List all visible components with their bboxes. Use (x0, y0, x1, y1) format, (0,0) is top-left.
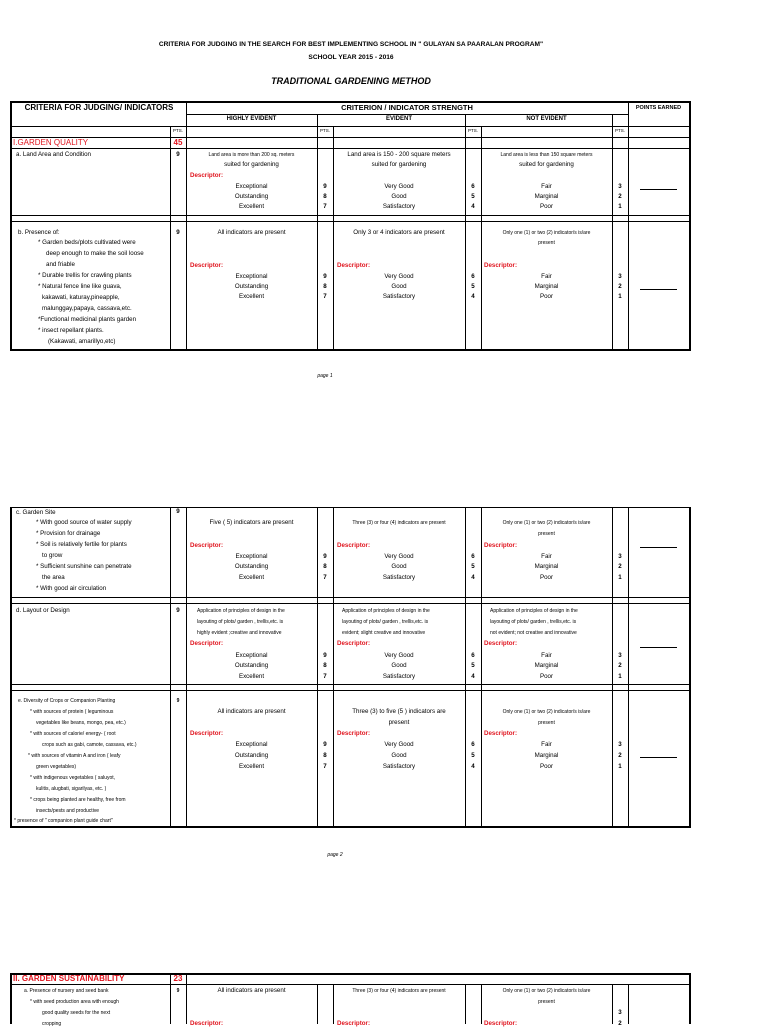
pts-label: PTS. (319, 128, 330, 133)
level: Excellent (238, 203, 265, 210)
evident-text: Land area is 150 - 200 square meters (347, 151, 451, 158)
level: Excellent (238, 673, 265, 680)
level-points: 4 (471, 673, 475, 680)
descriptor-label: Descriptor: (484, 730, 518, 737)
level: Very Good (384, 553, 414, 560)
level-points: 7 (323, 203, 327, 210)
indicator-line: good quality seeds for the next (42, 1010, 111, 1016)
descriptor-label: Descriptor: (337, 1020, 371, 1027)
evident-text: present (388, 719, 410, 726)
row-points: 9 (176, 607, 180, 614)
descriptor-label: Descriptor: (190, 730, 224, 737)
level: Fair (541, 273, 552, 280)
indicator-line: * with seed production area with enough (30, 999, 119, 1005)
level: Poor (539, 673, 554, 680)
evident-text: layouting of plots/ garden , trellis,etc. is (342, 619, 429, 625)
page-number: page 1 (317, 373, 333, 379)
indicator-line: (Kakawati, amarillyo,etc) (48, 338, 116, 345)
not-evident-text: present (538, 999, 555, 1005)
level: Marginal (534, 662, 559, 669)
evident-header: EVIDENT (385, 116, 412, 122)
level-points: 7 (323, 293, 327, 300)
level-points: 6 (471, 553, 475, 560)
level: Good (391, 283, 407, 290)
evident-text: evident; slight creative and innovative (342, 630, 426, 636)
document-subtitle: TRADITIONAL GARDENING METHOD (271, 76, 431, 86)
level-points: 7 (323, 763, 327, 770)
descriptor-label: Descriptor: (190, 1020, 224, 1027)
level: Satisfactory (382, 673, 416, 680)
indicator-line: to grow (42, 552, 63, 559)
indicator-line: and friable (46, 261, 75, 268)
descriptor-label: Descriptor: (190, 640, 224, 647)
indicator-line: cropping (42, 1021, 62, 1027)
highly-evident-text: All indicators are present (217, 708, 286, 715)
level: Marginal (534, 283, 559, 290)
level: Fair (541, 553, 552, 560)
evident-text: Only 3 or 4 indicators are present (353, 229, 445, 236)
evident-text: suited for gardening (371, 161, 427, 168)
level-points: 2 (618, 1020, 622, 1027)
descriptor-label: Descriptor: (337, 640, 371, 647)
document-title: CRITERIA FOR JUDGING IN THE SEARCH FOR BEST IMPLEMENTING SCHOOL IN " GULAYAN SA PAARALAN PROGRAM" (158, 41, 544, 48)
indicator-line: * with indigenous vegetables ( saluyot, (30, 775, 116, 781)
indicator-line: * with sources of calorie/ energy- ( root (30, 731, 116, 737)
pts-label: PTS. (172, 128, 183, 133)
level-points: 2 (618, 752, 622, 759)
level-points: 5 (471, 283, 475, 290)
level-points: 2 (618, 283, 622, 290)
indicator-line: insects/pests and productive (36, 808, 100, 814)
level-points: 2 (618, 193, 622, 200)
indicator-line: c. Garden Site (16, 509, 56, 516)
level: Fair (541, 741, 552, 748)
not-evident-text: layouting of plots/ garden , trellis,etc. is (490, 619, 577, 625)
highly-evident-header: HIGHLY EVIDENT (226, 116, 277, 122)
level-points: 9 (323, 741, 327, 748)
level-points: 5 (471, 662, 475, 669)
level: Satisfactory (382, 203, 416, 210)
level: Fair (541, 652, 552, 659)
indicator-line: the area (42, 574, 65, 581)
highly-evident-text: Application of principles of design in the (197, 608, 285, 614)
level-points: 3 (618, 1009, 622, 1016)
points-earned-blank[interactable] (640, 547, 677, 548)
level-points: 3 (618, 741, 622, 748)
not-evident-text: suited for gardening (519, 161, 574, 168)
level-points: 3 (618, 183, 622, 190)
indicator-line: * Durable trellis for crawling plants (38, 272, 132, 279)
level: Outstanding (234, 193, 269, 200)
level: Outstanding (234, 752, 269, 759)
indicator-line: b. Presence of: (18, 229, 60, 236)
not-evident-header: NOT EVIDENT (526, 116, 567, 122)
level-points: 5 (471, 752, 475, 759)
indicator-line: vegetables like beans, mongo, pea, etc.) (36, 720, 126, 726)
section-points: 23 (173, 974, 183, 983)
highly-evident-text: suited for gardening (224, 161, 279, 168)
level: Poor (539, 293, 554, 300)
level: Fair (541, 183, 552, 190)
not-evident-text: present (538, 240, 555, 246)
level: Satisfactory (382, 293, 416, 300)
section-garden-sustainability: II. GARDEN SUSTAINABILITY (13, 974, 125, 983)
indicator-line: * with sources of protein ( leguminous (30, 709, 114, 715)
level-points: 1 (618, 763, 622, 770)
level-points: 4 (471, 293, 475, 300)
descriptor-label: Descriptor: (337, 262, 371, 269)
evident-text: Three (3) or four (4) indicators are present (352, 988, 446, 994)
indicator-line: crops such as gabi, camote, cassava, etc.) (42, 742, 137, 748)
not-evident-text: Only one (1) or two (2) indicator/s is/are (502, 230, 591, 236)
section-points: 45 (173, 138, 183, 147)
level-points: 3 (618, 652, 622, 659)
not-evident-text: present (538, 531, 555, 537)
highly-evident-text: All indicators are present (217, 229, 286, 236)
indicator-line: * with sources of vitamin A and iron ( leafy (28, 753, 121, 759)
level: Satisfactory (382, 763, 416, 770)
level-points: 9 (323, 652, 327, 659)
level-points: 1 (618, 293, 622, 300)
level: Poor (539, 763, 554, 770)
not-evident-text: Only one (1) or two (2) indicator/s is/are (502, 709, 591, 715)
level: Very Good (384, 652, 414, 659)
level-points: 7 (323, 673, 327, 680)
evident-text: Application of principles of design in the (342, 608, 430, 614)
level-points: 4 (471, 203, 475, 210)
level: Exceptional (235, 741, 268, 748)
level-points: 6 (471, 652, 475, 659)
level-points: 1 (618, 673, 622, 680)
level: Marginal (534, 193, 559, 200)
level: Poor (539, 203, 554, 210)
level-points: 9 (323, 273, 327, 280)
evident-text: Three (3) or four (4) indicators are present (352, 520, 446, 526)
school-year: SCHOOL YEAR 2015 - 2016 (308, 54, 394, 61)
not-evident-text: Only one (1) or two (2) indicator/s is/are (502, 988, 591, 994)
descriptor-label: Descriptor: (190, 542, 224, 549)
descriptor-label: Descriptor: (484, 542, 518, 549)
row-points: 9 (176, 229, 180, 236)
highly-evident-text: layouting of plots/ garden , trellis,etc. is (197, 619, 284, 625)
descriptor-label: Descriptor: (190, 262, 224, 269)
pts-label: PTS. (614, 128, 625, 133)
level: Marginal (534, 563, 559, 570)
descriptor-label: Descriptor: (337, 730, 371, 737)
indicator-line: * With good source of water supply (36, 519, 132, 526)
descriptor-label: Descriptor: (484, 262, 518, 269)
row-points: 9 (176, 508, 180, 515)
level-points: 6 (471, 741, 475, 748)
page-number: page 2 (327, 852, 343, 858)
points-earned-blank[interactable] (640, 189, 677, 190)
level: Exceptional (235, 652, 268, 659)
level: Exceptional (235, 183, 268, 190)
level: Poor (539, 574, 554, 581)
indicator-line: * With good air circulation (36, 585, 107, 592)
indicator-line: a. Presence of nursery and seed bank (24, 988, 109, 994)
highly-evident-text: Five ( 5) indicators are present (209, 519, 294, 526)
level: Satisfactory (382, 574, 416, 581)
not-evident-text: Land area is less than 150 square meters (500, 152, 593, 158)
row-label: a. Land Area and Condition (16, 151, 91, 158)
indicator-line: * presence of " companion plant guide chart" (14, 818, 113, 824)
indicator-line: * Sufficient sunshine can penetrate (36, 563, 132, 570)
indicator-line: kulitis, alugbati, sigarilyas, etc. ) (36, 786, 107, 792)
highly-evident-text: highly evident ;creative and innovative (197, 630, 282, 636)
not-evident-text: Application of principles of design in the (490, 608, 578, 614)
indicator-line: * crops being planted are healthy, free from (30, 797, 126, 803)
col-criteria-header: CRITERIA FOR JUDGING/ INDICATORS (24, 103, 174, 112)
col-points-header: POINTS EARNED (635, 105, 682, 111)
level-points: 1 (618, 574, 622, 581)
points-earned-blank[interactable] (640, 647, 677, 648)
level: Outstanding (234, 662, 269, 669)
indicator-line: * insect repellant plants. (38, 327, 104, 334)
row-points: 9 (176, 988, 180, 994)
level: Exceptional (235, 273, 268, 280)
level-points: 9 (323, 553, 327, 560)
level-points: 8 (323, 283, 327, 290)
points-earned-blank[interactable] (640, 757, 677, 758)
level: Excellent (238, 574, 265, 581)
level-points: 9 (323, 183, 327, 190)
level: Very Good (384, 741, 414, 748)
level-points: 4 (471, 763, 475, 770)
level-points: 1 (618, 203, 622, 210)
descriptor-label: Descriptor: (484, 640, 518, 647)
level: Good (391, 752, 407, 759)
level: Excellent (238, 763, 265, 770)
not-evident-text: Only one (1) or two (2) indicator/s is/are (502, 520, 591, 526)
pts-label: PTS. (467, 128, 478, 133)
level-points: 8 (323, 563, 327, 570)
level: Good (391, 193, 407, 200)
level-points: 5 (471, 563, 475, 570)
highly-evident-text: Land area is more than 200 sq. meters (208, 152, 295, 158)
level-points: 8 (323, 662, 327, 669)
level: Outstanding (234, 563, 269, 570)
indicator-line: * Provision for drainage (36, 530, 101, 537)
indicator-line: * Natural fence line like guava, (38, 283, 122, 290)
level: Exceptional (235, 553, 268, 560)
indicator-line: e. Diversity of Crops or Companion Planting (18, 698, 116, 704)
not-evident-text: present (538, 720, 555, 726)
points-earned-blank[interactable] (640, 289, 677, 290)
level: Outstanding (234, 283, 269, 290)
level: Very Good (384, 273, 414, 280)
indicator-line: * Soil is relatively fertile for plants (36, 541, 127, 548)
level-points: 8 (323, 193, 327, 200)
descriptor-label: Descriptor: (337, 542, 371, 549)
row-label: d. Layout or Design (16, 607, 70, 614)
section-garden-quality: I.GARDEN QUALITY (13, 138, 89, 147)
level: Good (391, 563, 407, 570)
indicator-line: malunggay,papaya, cassava,etc. (42, 305, 132, 312)
indicator-line: *Functional medicinal plants garden (38, 316, 137, 323)
level: Excellent (238, 293, 265, 300)
level-points: 2 (618, 662, 622, 669)
level-points: 4 (471, 574, 475, 581)
level-points: 3 (618, 273, 622, 280)
descriptor-label: Descriptor: (190, 172, 224, 179)
row-points: 9 (176, 151, 180, 158)
evident-text: Three (3) to five (5 ) indicators are (352, 708, 446, 715)
descriptor-label: Descriptor: (484, 1020, 518, 1027)
not-evident-text: not evident; not creative and innovative (490, 630, 577, 636)
level-points: 5 (471, 193, 475, 200)
level-points: 7 (323, 574, 327, 581)
col-strength-header: CRITERION / INDICATOR STRENGTH (341, 103, 473, 112)
level: Very Good (384, 183, 414, 190)
highly-evident-text: All indicators are present (217, 987, 286, 994)
level: Good (391, 662, 407, 669)
level-points: 8 (323, 752, 327, 759)
indicator-line: deep enough to make the soil loose (46, 250, 144, 257)
indicator-line: * Garden beds/plots cultivated were (38, 239, 136, 246)
level-points: 3 (618, 553, 622, 560)
indicator-line: kakawati, katuray,pineapple, (42, 294, 120, 301)
level-points: 2 (618, 563, 622, 570)
level: Marginal (534, 752, 559, 759)
indicator-line: green vegetables) (36, 764, 77, 770)
row-points: 9 (176, 698, 180, 704)
level-points: 6 (471, 273, 475, 280)
level-points: 6 (471, 183, 475, 190)
